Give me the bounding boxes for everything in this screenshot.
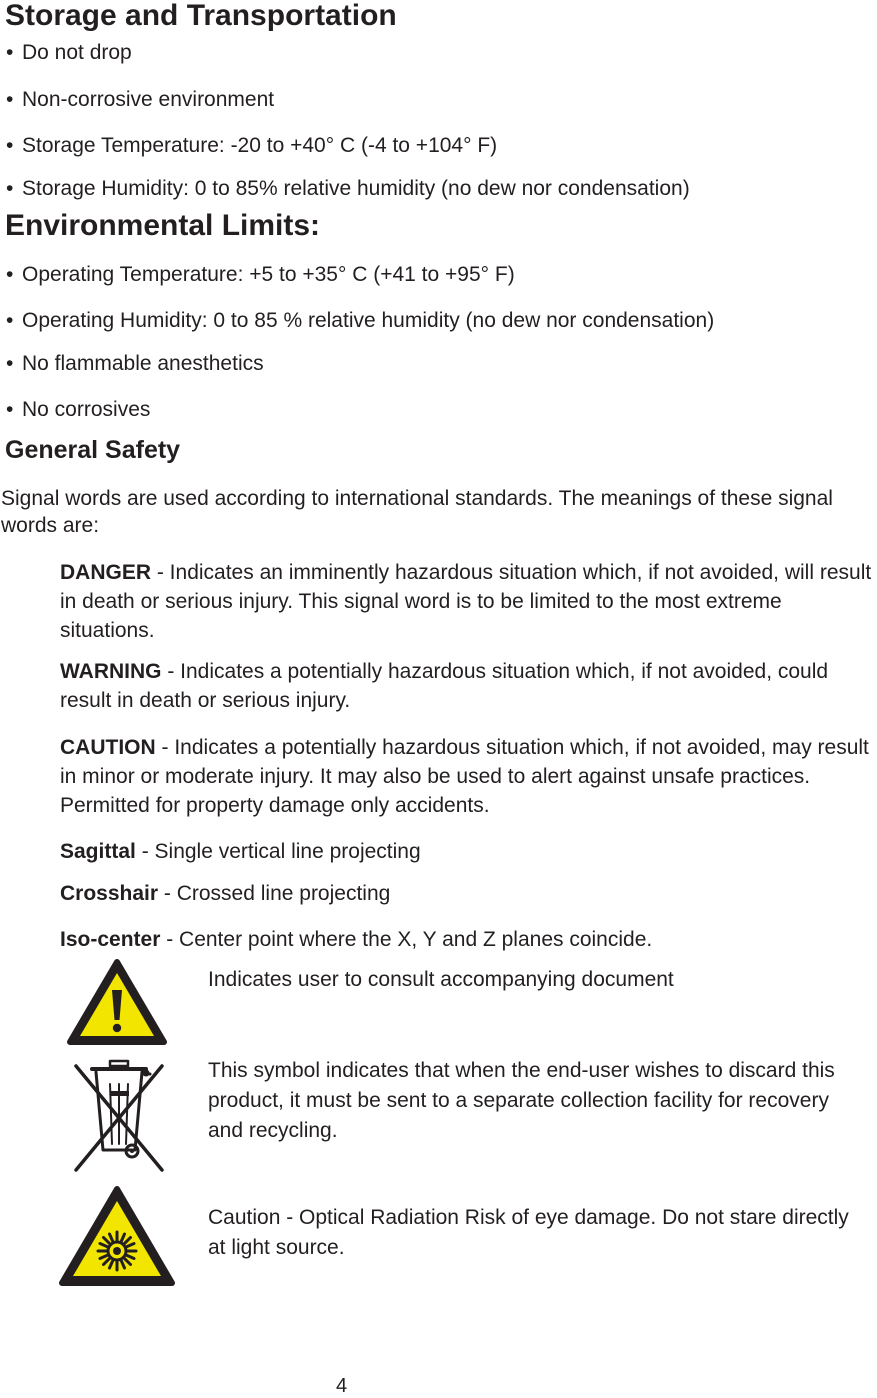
definition-crosshair bbox=[60, 879, 875, 908]
definition-caution bbox=[60, 733, 875, 820]
storage-item: • Do not drop bbox=[6, 41, 132, 64]
definition-warning bbox=[60, 657, 875, 715]
definition-term: CAUTION bbox=[60, 736, 156, 759]
definition-term: Crosshair bbox=[60, 882, 159, 905]
general-safety-intro: Signal words are used according to international standards. The meanings of these signal words are: bbox=[1, 487, 833, 537]
definition-sagittal bbox=[60, 837, 875, 866]
definition-term: DANGER bbox=[60, 561, 152, 584]
crossed-out-wheelie-bin-icon bbox=[70, 1058, 168, 1176]
definition-text: - Indicates a potentially hazardous situation which, if not avoided, may result in minor or moderate injury. It may also be used to alert against unsafe practices. Permitted for property damage only accidents. bbox=[60, 736, 869, 817]
symbol-description: Caution - Optical Radiation Risk of eye damage. Do not stare directly at light source. bbox=[208, 1206, 849, 1259]
definition-term: Iso-center bbox=[60, 928, 161, 951]
definition-iso-center bbox=[60, 925, 875, 954]
general-safety-heading: General Safety bbox=[5, 436, 181, 464]
environmental-item: • No corrosives bbox=[6, 398, 151, 421]
definition-text: - Single vertical line projecting bbox=[135, 840, 421, 863]
definition-text: - Indicates a potentially hazardous situation which, if not avoided, could result in death or serious injury. bbox=[60, 660, 829, 712]
definition-term: WARNING bbox=[60, 660, 162, 683]
storage-heading: Storage and Transportation bbox=[5, 0, 397, 32]
definition-term: Sagittal bbox=[60, 840, 136, 863]
environmental-heading: Environmental Limits: bbox=[5, 209, 321, 242]
optical-radiation-warning-icon bbox=[58, 1184, 176, 1288]
definition-text: - Center point where the X, Y and Z planes coincide. bbox=[160, 928, 653, 951]
environmental-item: • No flammable anesthetics bbox=[6, 352, 264, 375]
warning-exclamation-icon bbox=[66, 958, 168, 1046]
environmental-item: • Operating Temperature: +5 to +35° C (+41 to +95° F) bbox=[6, 263, 515, 286]
storage-item: • Storage Humidity: 0 to 85% relative humidity (no dew nor condensation) bbox=[6, 177, 690, 200]
storage-item: • Storage Temperature: -20 to +40° C (-4 to +104° F) bbox=[6, 134, 498, 157]
symbol-description: Indicates user to consult accompanying document bbox=[208, 968, 674, 991]
environmental-item: • Operating Humidity: 0 to 85 % relative humidity (no dew nor condensation) bbox=[6, 309, 715, 332]
storage-item: • Non-corrosive environment bbox=[6, 88, 275, 111]
definition-danger bbox=[60, 558, 875, 645]
symbol-description: This symbol indicates that when the end-user wishes to discard this product, it must be sent to a separate collection facility for recovery and recycling. bbox=[208, 1059, 835, 1142]
page-number: 4 bbox=[336, 1375, 348, 1397]
definition-text: - Crossed line projecting bbox=[158, 882, 391, 905]
definition-text: - Indicates an imminently hazardous situation which, if not avoided, will result in death or serious injury. This signal word is to be limited to the most extreme situations. bbox=[60, 561, 872, 642]
